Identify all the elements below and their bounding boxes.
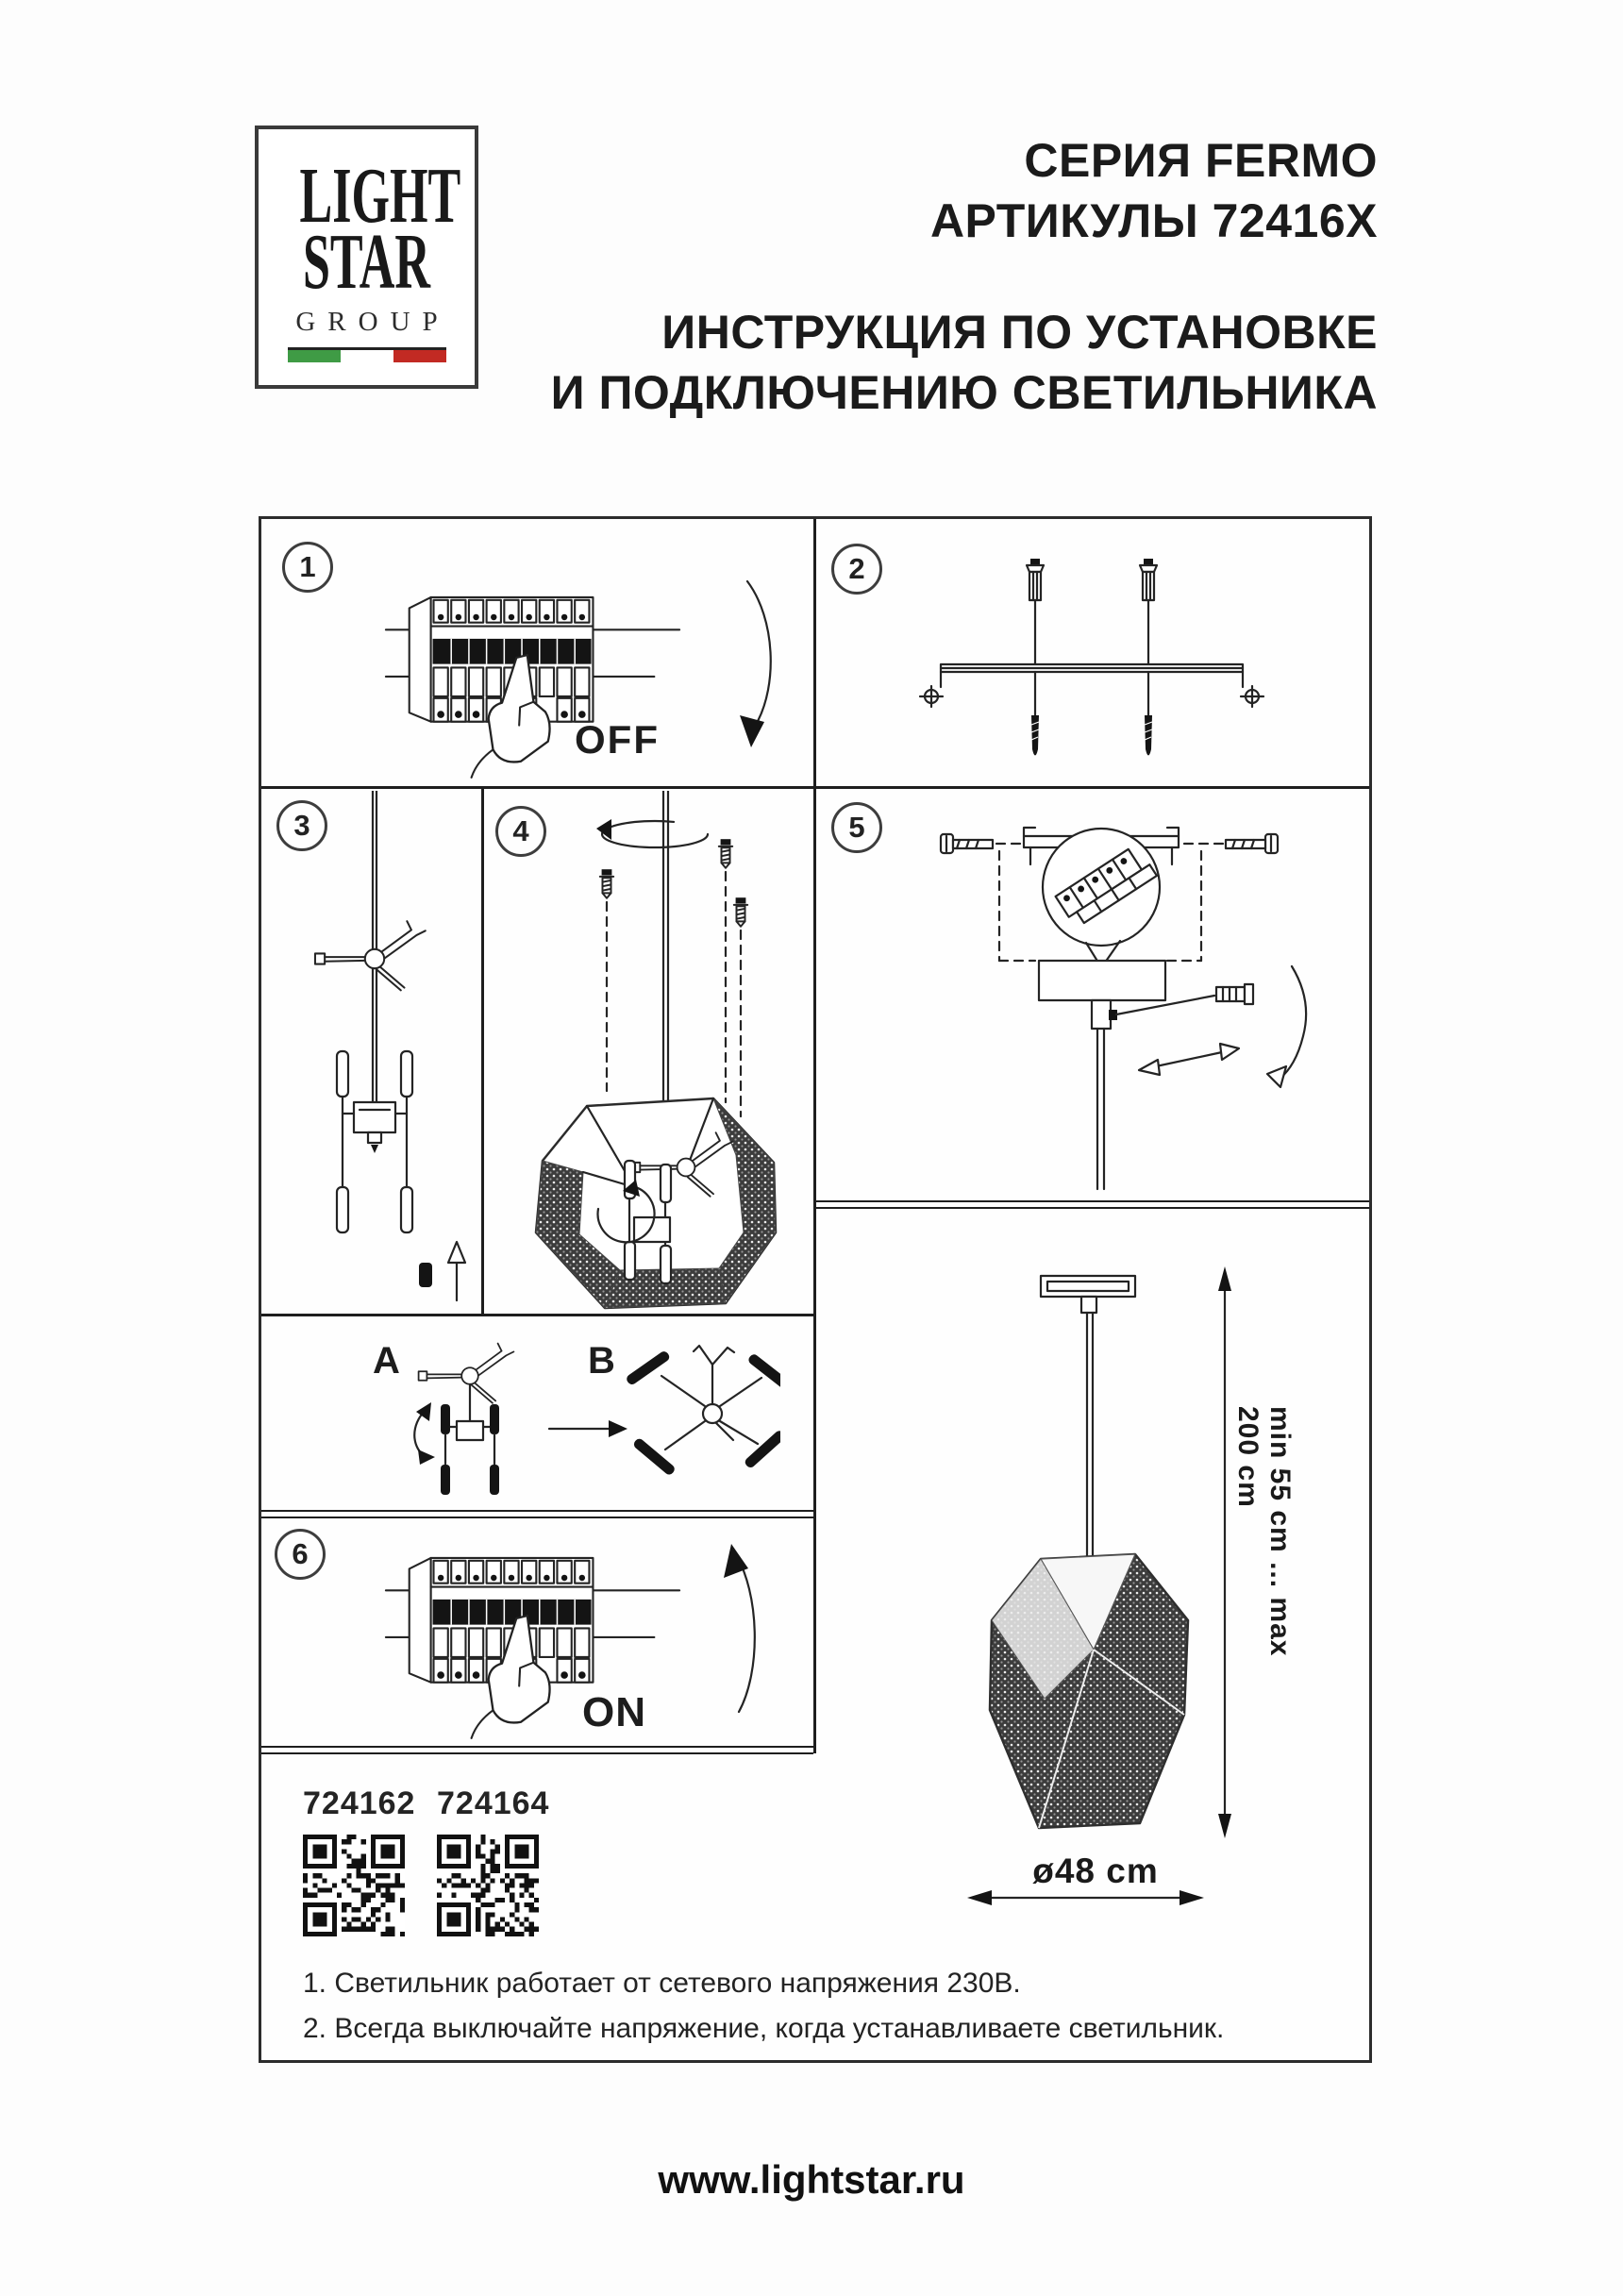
flag-red-stripe xyxy=(393,350,446,362)
canopy xyxy=(1039,961,1165,1000)
adjust-arrow-icon xyxy=(1139,1044,1239,1075)
spider-bracket-icon xyxy=(419,1344,514,1403)
flag-white-stripe xyxy=(341,350,393,362)
turn-off-arrow-icon xyxy=(721,574,787,753)
series-title: СЕРИЯ FERMO xyxy=(1024,134,1378,187)
articles-title: АРТИКУЛЫ 72416X xyxy=(929,194,1378,247)
off-label: OFF xyxy=(575,717,660,762)
instruction-title-line1: ИНСТРУКЦИЯ ПО УСТАНОВКЕ xyxy=(661,306,1378,359)
rotate-canopy-arrow-icon xyxy=(1279,966,1306,1080)
mounting-bracket-kit-diagram xyxy=(884,553,1299,789)
logo-word-star: STAR xyxy=(302,218,431,306)
turn-on-arrow-icon xyxy=(705,1540,771,1719)
step-5-badge: 5 xyxy=(831,802,882,853)
step-1-badge: 1 xyxy=(282,542,333,593)
insert-up-arrow-icon xyxy=(448,1242,465,1300)
article-number-1: 724162 xyxy=(303,1785,416,1821)
shade-assembly-diagram xyxy=(493,791,813,1315)
step-2-badge: 2 xyxy=(831,544,882,595)
step-4-badge: 4 xyxy=(495,806,546,857)
logo-word-group: GROUP xyxy=(295,307,450,337)
instruction-title xyxy=(528,302,1378,423)
rod-spider-assembly-diagram xyxy=(313,791,483,1315)
note-2: 2. Всегда выключайте напряжение, когда устанавливаете светильник. xyxy=(303,2013,1225,2044)
transform-arrow-icon xyxy=(609,1420,627,1437)
safety-notes xyxy=(303,1961,1228,2052)
note-1: 1. Светильник работает от сетевого напряжения 230В. xyxy=(303,1968,1021,1999)
screw-icon xyxy=(719,839,732,868)
variant-b-label: B xyxy=(588,1340,615,1382)
ceiling-mount-diagram xyxy=(820,795,1365,1196)
logo-word-light: LIGHT xyxy=(299,152,461,240)
mount-screw-left xyxy=(941,834,1022,853)
step-6-badge: 6 xyxy=(275,1529,326,1580)
mount-screw-right xyxy=(1184,834,1278,853)
grid-line-panel6-bottom xyxy=(261,1746,813,1754)
diameter-label: ø48 cm xyxy=(1032,1852,1159,1890)
grub-screw-icon xyxy=(1216,984,1253,1004)
variant-ab-diagram xyxy=(337,1327,780,1506)
qr-code-724162 xyxy=(303,1835,405,1936)
step-3-badge: 3 xyxy=(276,800,327,851)
diagram-grid xyxy=(259,516,1372,2063)
variant-a-label: A xyxy=(373,1340,400,1382)
grid-line-ab-bottom xyxy=(261,1510,813,1518)
height-range-label: min 55 cm ... max 200 cm xyxy=(1232,1406,1296,1657)
on-label: ON xyxy=(582,1689,646,1735)
article-number-2: 724164 xyxy=(437,1785,550,1821)
grid-line-main-vertical xyxy=(813,519,816,1753)
lightstar-logo xyxy=(255,126,478,389)
instruction-title-line2: И ПОДКЛЮЧЕНИЮ СВЕТИЛЬНИКА xyxy=(550,366,1378,419)
side-screw-right xyxy=(1241,686,1263,707)
qr-code-724164 xyxy=(437,1835,539,1936)
height-dimension-arrow xyxy=(1218,1266,1231,1838)
plug-part-icon xyxy=(419,1263,432,1287)
diameter-dimension-arrow xyxy=(967,1890,1204,1905)
side-screw-left xyxy=(920,686,943,707)
website-url: www.lightstar.ru xyxy=(658,2157,965,2202)
spider-bracket-icon xyxy=(315,921,426,990)
screw-icon xyxy=(600,869,613,898)
flag-green-stripe xyxy=(288,350,341,362)
ceiling-plate xyxy=(1041,1276,1135,1297)
screw-icon xyxy=(734,897,747,927)
document-header xyxy=(528,130,1378,423)
anchor-right xyxy=(1140,559,1157,600)
italian-flag-icon xyxy=(288,347,446,362)
anchor-left xyxy=(1027,559,1044,600)
